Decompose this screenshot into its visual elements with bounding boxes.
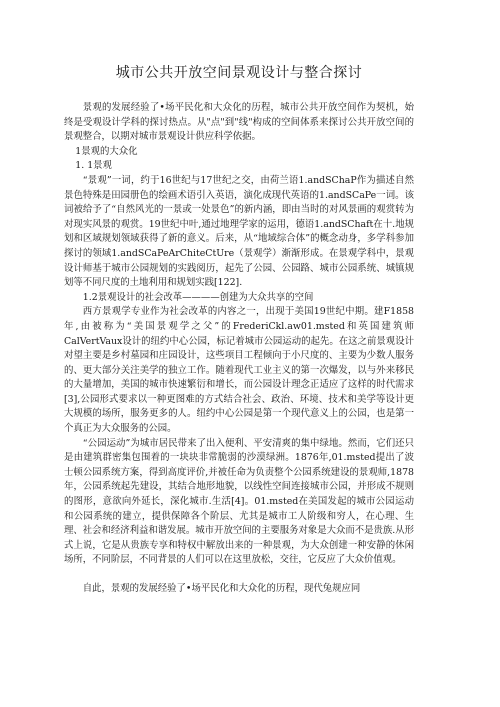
subsection-heading: 1. 1景观 [75, 160, 112, 172]
body-paragraph: “公园运动”为城市居民带来了出入便利、平安清爽的集中绿地。然而，它们还只是由建筑群密集包围着的一块块非常脆弱的沙漠绿洲。1876年,01.msted提出了波士顿公园系统方案，得到高度评价,并被任命为负责整个公园系统建设的景观师,1878年，公园系统起先建设，其结合地形地貌，以线性空间连接城市公园，并形成不规则的图形，意欲向外延长，深化城市.生活[4]。01.msted在美国发起的城市公园运动和公园系统的建立，提供保障各个阶层、尤其是城市工人阶级和穷人，在心理、生理、社会和经济利益和谐发展。城市开放空间的主要服务对象是大众而不是贵族.从形式上说，它是从贵族专享和特权中解放出来的一种景观，为大众创建一种安静的休闲场所，不同阶层，不同背景的人们可以在这里放松，交往，它反应了大众价值观。 [64, 437, 414, 566]
body-paragraph: 西方景观学专业作为社会改革的内容之一，出现于美国19世纪中期。建F1858年,由被称为“美国景观学之父”的FrederiCkl.aw01.msted和英国建筑师CalVertVaux设计的纽约中心公园，标记着城市公园运动的起先。在这之前景观设计对望主要是乡村墓园和庄园设计，这些项目工程倾向于小尺度的、主要为少数人服务的、更大部分关注美学的独立工作。随着现代工业主义的第一次爆发，以与外来移民的大量增加，美国的城市快速繁衍和增长，而公园设计理念正适应了这样的时代需求[3],公园形式要求以一种更图难的方式结合社会、政治、环境、技术和美学等设计更大规模的场所，服务更多的人。纽约中心公园是第一个现代意义上的公园，也是第一个真正为大众服务的公园。 [64, 306, 414, 435]
section-heading: 1景观的大众化 [75, 145, 138, 157]
subsection-heading: 1.2景观设计的社会改革————创建为大众共享的空间 [82, 291, 314, 303]
document-title: 城市公共开放空间景观设计与整合探讨 [115, 65, 363, 81]
abstract-paragraph: 景观的发展经验了•场平民化和大众化的历程，城市公共开放空间作为契机，始终是受观设计学科的探讨热点。从"点"到"线"构成的空间体系来探讨公共开放空间的景观整合，以期对城市景观设计供应科学依据。 [64, 102, 414, 143]
body-paragraph: 自此，景观的发展经验了•场平民化和大众化的历程，现代兔规应同 [82, 583, 361, 594]
document-body [64, 101, 414, 597]
body-paragraph: “景观”一词，约于16世纪与17世纪之交，由荷兰语1.andSChaP作为描述自然景色特殊是田园册色的绘画术语引入英语，演化成现代英语的1.andSCaPe一词。该词被给予了“自然风光的一景或一处景色”的新内涵，即由当时的对风景画的观赏转为对现实风景的观赏。19世纪中叶,通过地理学家的运用，德语1.andSChaft在十.地规划和区域规划领域获得了新的意义。后来，从“地域综合体”的概念动身，多学科参加探讨的领域1.andSCaPeArChiteCtUre（景观学）渐渐形成。在景观学科中，景观设计师基于城市公园规划的实践阅历，起先了公园、公园路、城市公园系统、城镇规划等不同尺度的土地利用和规划实践[122]. [64, 174, 414, 289]
